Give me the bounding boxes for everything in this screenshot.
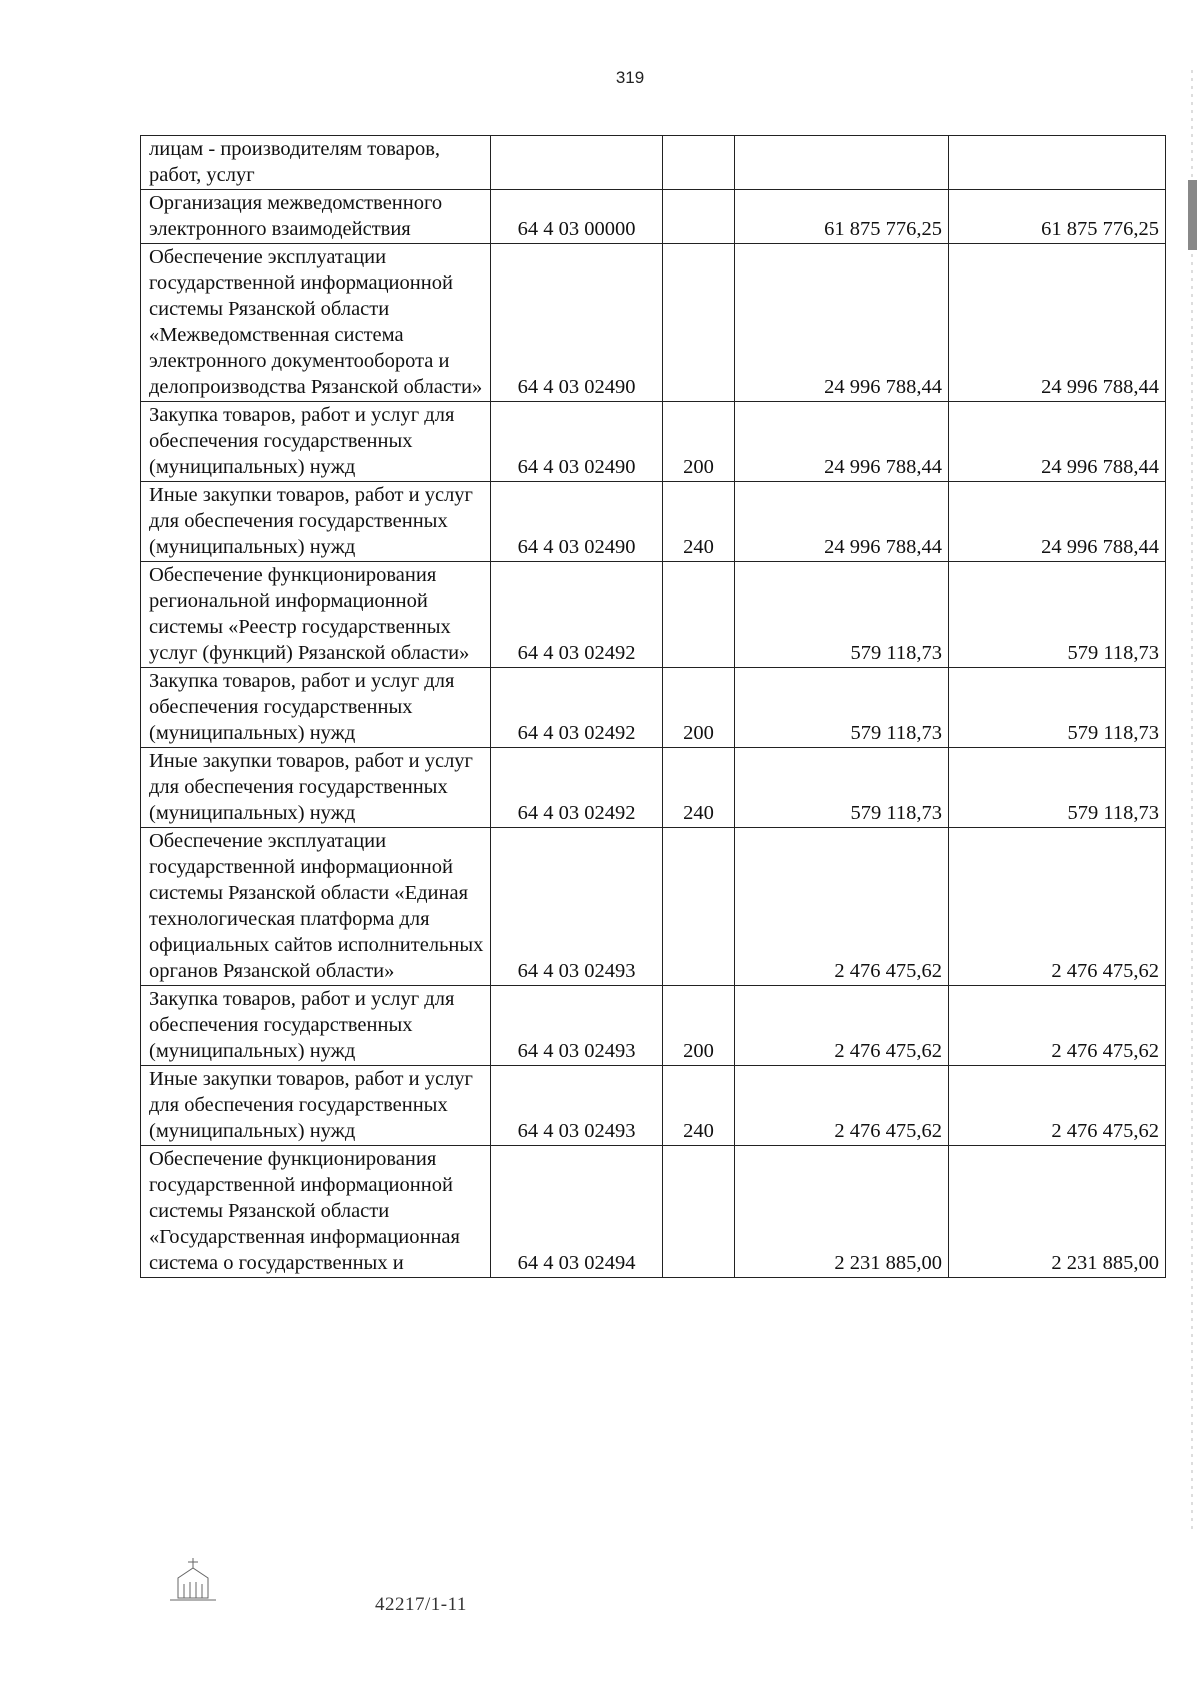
amount-cell: 579 118,73 bbox=[735, 668, 949, 748]
amount-cell: 579 118,73 bbox=[735, 748, 949, 828]
target-code-cell: 64 4 03 02490 bbox=[491, 402, 663, 482]
table-row bbox=[141, 402, 1166, 482]
amount-cell: 24 996 788,44 bbox=[949, 244, 1166, 402]
expense-type-cell bbox=[663, 828, 735, 986]
target-code-cell: 64 4 03 02494 bbox=[491, 1146, 663, 1278]
amount-cell: 24 996 788,44 bbox=[949, 402, 1166, 482]
table-row bbox=[141, 748, 1166, 828]
binding-edge-marks bbox=[1184, 60, 1200, 1540]
expense-type-cell: 240 bbox=[663, 748, 735, 828]
target-code-cell: 64 4 03 00000 bbox=[491, 190, 663, 244]
expense-name-cell: лицам - производителям товаров, работ, услуг bbox=[141, 136, 491, 190]
amount-cell: 2 476 475,62 bbox=[735, 1066, 949, 1146]
target-code-cell: 64 4 03 02492 bbox=[491, 668, 663, 748]
table-row bbox=[141, 986, 1166, 1066]
expense-type-cell bbox=[663, 190, 735, 244]
target-code-cell: 64 4 03 02493 bbox=[491, 828, 663, 986]
amount-cell: 61 875 776,25 bbox=[949, 190, 1166, 244]
notary-seal-icon bbox=[158, 1548, 228, 1606]
expense-name-cell: Организация межведомственного электронного взаимодействия bbox=[141, 190, 491, 244]
expense-type-cell: 200 bbox=[663, 668, 735, 748]
table-row bbox=[141, 482, 1166, 562]
budget-table bbox=[140, 135, 1166, 1278]
amount-cell bbox=[735, 136, 949, 190]
expense-name-cell: Обеспечение эксплуатации государственной информационной системы Рязанской области «Единая технологическая платформа для официальных сайтов исполнительных органов Рязанской области» bbox=[141, 828, 491, 986]
amount-cell: 24 996 788,44 bbox=[735, 244, 949, 402]
expense-type-cell bbox=[663, 1146, 735, 1278]
expense-name-cell: Закупка товаров, работ и услуг для обеспечения государственных (муниципальных) нужд bbox=[141, 986, 491, 1066]
amount-cell: 579 118,73 bbox=[949, 668, 1166, 748]
amount-cell: 2 476 475,62 bbox=[949, 828, 1166, 986]
expense-type-cell: 240 bbox=[663, 1066, 735, 1146]
expense-type-cell bbox=[663, 244, 735, 402]
expense-name-cell: Обеспечение эксплуатации государственной информационной системы Рязанской области «Межведомственная система электронного документооборота и делопроизводства Рязанской области» bbox=[141, 244, 491, 402]
table-row bbox=[141, 828, 1166, 986]
page-number: 319 bbox=[615, 68, 645, 87]
registry-number: 42217/1-11 bbox=[375, 1594, 467, 1615]
amount-cell: 2 476 475,62 bbox=[949, 1066, 1166, 1146]
expense-name-cell: Иные закупки товаров, работ и услуг для обеспечения государственных (муниципальных) нужд bbox=[141, 748, 491, 828]
target-code-cell: 64 4 03 02490 bbox=[491, 482, 663, 562]
expense-name-cell: Закупка товаров, работ и услуг для обеспечения государственных (муниципальных) нужд bbox=[141, 668, 491, 748]
amount-cell: 24 996 788,44 bbox=[949, 482, 1166, 562]
amount-cell: 579 118,73 bbox=[949, 562, 1166, 668]
expense-name-cell: Иные закупки товаров, работ и услуг для обеспечения государственных (муниципальных) нужд bbox=[141, 482, 491, 562]
table-row bbox=[141, 190, 1166, 244]
table-row bbox=[141, 244, 1166, 402]
target-code-cell: 64 4 03 02492 bbox=[491, 562, 663, 668]
amount-cell: 2 476 475,62 bbox=[735, 986, 949, 1066]
amount-cell: 579 118,73 bbox=[735, 562, 949, 668]
table-row bbox=[141, 1146, 1166, 1278]
amount-cell: 2 476 475,62 bbox=[735, 828, 949, 986]
target-code-cell: 64 4 03 02490 bbox=[491, 244, 663, 402]
expense-type-cell bbox=[663, 136, 735, 190]
expense-type-cell: 200 bbox=[663, 986, 735, 1066]
amount-cell: 2 476 475,62 bbox=[949, 986, 1166, 1066]
table-row bbox=[141, 668, 1166, 748]
table-row bbox=[141, 136, 1166, 190]
amount-cell: 24 996 788,44 bbox=[735, 482, 949, 562]
expense-name-cell: Обеспечение функционирования государственной информационной системы Рязанской области «Государственная информационная система о государственных и bbox=[141, 1146, 491, 1278]
amount-cell: 2 231 885,00 bbox=[735, 1146, 949, 1278]
amount-cell: 24 996 788,44 bbox=[735, 402, 949, 482]
expense-type-cell bbox=[663, 562, 735, 668]
expense-name-cell: Закупка товаров, работ и услуг для обеспечения государственных (муниципальных) нужд bbox=[141, 402, 491, 482]
expense-name-cell: Иные закупки товаров, работ и услуг для обеспечения государственных (муниципальных) нужд bbox=[141, 1066, 491, 1146]
target-code-cell: 64 4 03 02493 bbox=[491, 986, 663, 1066]
target-code-cell: 64 4 03 02493 bbox=[491, 1066, 663, 1146]
amount-cell: 2 231 885,00 bbox=[949, 1146, 1166, 1278]
table-row bbox=[141, 1066, 1166, 1146]
budget-table-body bbox=[141, 136, 1166, 1278]
table-row bbox=[141, 562, 1166, 668]
expense-name-cell: Обеспечение функционирования региональной информационной системы «Реестр государственных услуг (функций) Рязанской области» bbox=[141, 562, 491, 668]
target-code-cell bbox=[491, 136, 663, 190]
target-code-cell: 64 4 03 02492 bbox=[491, 748, 663, 828]
amount-cell bbox=[949, 136, 1166, 190]
expense-type-cell: 200 bbox=[663, 402, 735, 482]
expense-type-cell: 240 bbox=[663, 482, 735, 562]
amount-cell: 61 875 776,25 bbox=[735, 190, 949, 244]
amount-cell: 579 118,73 bbox=[949, 748, 1166, 828]
